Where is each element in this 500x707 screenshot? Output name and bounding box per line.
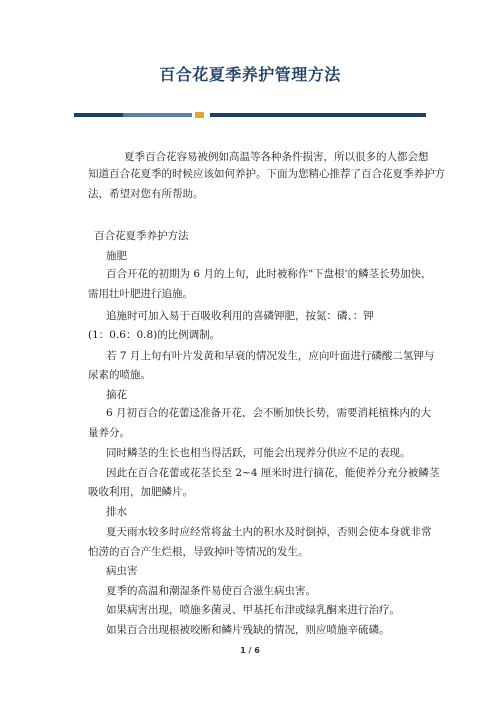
document-title: 百合花夏季养护管理方法 <box>159 65 341 84</box>
body-line: 吸收利用，加肥鳞片。 <box>88 486 193 498</box>
body-line: 追施时可加入易于百吸收利用的喜磷钾肥，按氮：磷、：钾 <box>106 310 374 322</box>
body-line: (1：0.6：0.8)的比例调制。 <box>88 329 221 341</box>
subheading-pick-flowers: 摘花 <box>106 389 127 401</box>
divider-bar-mid <box>123 113 192 117</box>
body-line: 6 月初百合的花蕾迳准备开花，会不断加快长势，需要消耗植株内的大 <box>106 407 432 419</box>
intro-line: 夏季百合花容易被例如高温等各种条件损害，所以很多的人都会想 <box>124 151 429 163</box>
body-line: 夏天雨水较多时应经常将盆土内的积水及时倒掉，否则会使本身就非常 <box>106 526 432 538</box>
body-line: 量养分。 <box>88 427 130 439</box>
body-line: 百合开花的初期为 6 月的上旬，此时被称作"下盘根'的鳞茎长势加快， <box>106 268 432 280</box>
body-line: 尿素的喷施。 <box>88 369 151 381</box>
title-divider <box>74 112 426 118</box>
body-line: 如果病害出现，喷施多菌灵、甲基托布津或绿乳酮来进行治疗。 <box>106 604 400 616</box>
body-line: 怕涝的百合产生烂根，导致掉叶等情况的发生。 <box>88 546 309 558</box>
divider-bar-left <box>74 113 123 117</box>
section-heading: 百合花夏季养护方法 <box>94 230 189 242</box>
body-line: 夏季的高温和潮湿条件易使百合滋生病虫害。 <box>106 585 316 597</box>
subheading-drainage: 排水 <box>106 506 127 518</box>
subheading-pests: 病虫害 <box>106 565 138 577</box>
intro-line: 法，希望对您有所帮助。 <box>88 188 204 200</box>
body-line: 因此在百合花蕾或花茎长至 2~4 厘米时进行摘花，能使养分充分被鳞茎 <box>106 467 440 479</box>
page-number: 1 / 6 <box>240 646 260 655</box>
body-line: 若 7 月上旬有叶片发黄和早衰的情况发生，应向叶面进行磷酸二氢钾与 <box>106 350 435 362</box>
intro-line: 知道百合花夏季的时候应该如何养护。下面为您精心推荐了百合花夏季养护方 <box>88 168 445 180</box>
body-line: 如果百合出现根被咬断和鳞片残缺的情况，则应喷施辛硫磷。 <box>106 624 390 636</box>
divider-accent <box>195 112 204 118</box>
body-line: 同时鳞茎的生长也相当得活跃，可能会出现养分供应不足的表现。 <box>106 447 411 459</box>
subheading-fertilize: 施肥 <box>106 250 127 262</box>
body-line: 需用壮叶肥进行追施。 <box>88 288 193 300</box>
divider-bar-right <box>210 113 426 117</box>
